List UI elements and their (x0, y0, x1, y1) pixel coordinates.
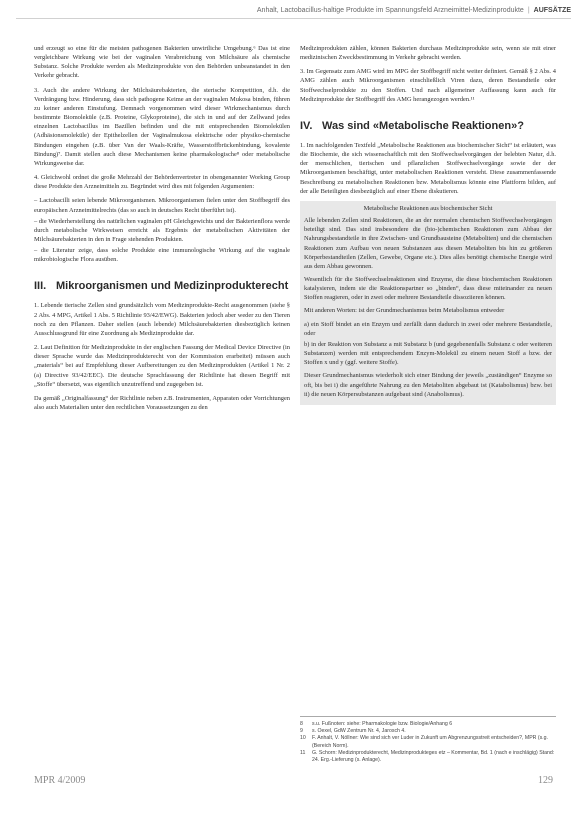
footnote-text: G. Schorn: Medizinprodukterecht, Medizinprodukteges etz – Kommentar, Bd. 1 (nach e inschlägig) Stand: 24. Erg.-Lieferung (s. Anlage). (312, 749, 555, 764)
left-paragraph-4: 4. Gleichwohl ordnet die große Mehrzahl der Behördenvertreter in obengenannter Working Group diese Produkte den Arzneimitteln zu. Begründet wird dies mit folgenden Argumenten: (34, 174, 290, 191)
info-box-item-b: b) in der Reaktion von Substanz a mit Substanz b (und gegebenenfalls Substanz c oder weiteren Substanzen) werden mit entsprechendem Enzym-Molekül zu einem neuen Stoff a bzw. der Stoffen x und y (ggf. weitere Stoffe). (304, 340, 552, 367)
info-box-paragraph-2: Wesentlich für die Stoffwechselreaktionen sind Enzyme, die diese biochemischen Reaktionen katalysieren, indem sie die Reaktionspartner so „binden“, dass diese miteinander zu neuen Stoffen reagieren, oder in zwei oder mehrere Bestandteile dissoziieren können. (304, 275, 552, 302)
section-iii-paragraph-1: 1. Lebende tierische Zellen sind grundsätzlich vom Medizinprodukte-Recht ausgenommen (siehe § 2 Abs. 4 MPG, Artikel 1 Abs. 5 Richtlinie 93/42/EWG). Bakterien jedoch aber weder zu den Tieren noch zu den Pflanzen. Daher stellen (auch lebende) Milchsäurebakterien diesbezüglich keinen Ausschlussgrund für eine Zuordnung als Medizinprodukte dar. (34, 302, 290, 337)
right-paragraph-3: 3. Im Gegensatz zum AMG wird im MPG der Stoffbegriff nicht weiter definiert. Gemäß § 2 Abs. 4 AMG zählen auch Mikroorganismen einschließlich Viren dazu, deren Bestandteile oder Stoffwechselprodukte zu den Stoffen. Und nach allgemeiner Auffassung kann auch für Medizinprodukte der Stoffbegriff des AMG herangezogen werden.¹¹ (300, 68, 556, 103)
footnote (300, 721, 556, 728)
right-paragraph-continued: Medizinprodukten zählen, können Bakterien durchaus Medizinprodukte sein, wenn sie mit einer medizinischen Zweckbestimmung in Verkehr gebracht werden. (300, 45, 556, 62)
section-heading-number: III. (34, 280, 47, 293)
argument-dash-3: – die Literatur zeige, dass solche Produkte eine immunologische Wirkung auf die vaginale mikrobiologische Flora ausüben. (34, 247, 290, 264)
footnote-number: 10 (300, 735, 306, 742)
footnote (300, 735, 556, 749)
running-title: Anhalt, Lactobacillus-haltige Produkte im Spannungsfeld Arzneimittel-Medizinprodukte (256, 6, 524, 14)
left-paragraph-continued: und erzeugt so eine für die meisten pathogenen Bakterien unwirtliche Umgebung.⁶ Das ist eine vergleichbare Wirkung wie bei der vaginalen Verabreichung von Milchsäure als chemische Substanz. Solche Produkte werden als Medizinprodukte von den Behörden unbeanstandet in den Verkehr gebracht. (34, 45, 290, 80)
section-heading-iv (300, 120, 556, 133)
section-heading-iii (34, 280, 290, 293)
section-heading-number: IV. (300, 119, 313, 132)
running-header (16, 3, 571, 17)
footnote-number: 8 (300, 721, 303, 727)
info-box-paragraph-4: Dieser Grundmechanismus wiederholt sich einer Bindung der jeweils „zuständigen“ Enzyme so oft, bis bei i) die angeführte Nahrung zu den Metaboliten abgebaut ist (Katabolismus) bzw. bei ii) die neuen Körpersubstanzen aufgebaut sind (Anabolismus). (304, 372, 552, 398)
footnote-text: s. Oexel, GdW Zentrum Nr. 4, Jarosch 4. (312, 728, 406, 735)
info-box-paragraph-1: Alle lebenden Zellen sind Reaktionen, die an der normalen chemischen Stoffwechselvorgängen beteiligt sind. Das sind insbesondere die (bio-)chemischen Reaktionen zum Abbau der Nahrungsbestandteile in ihre Zwischen- und Grundbausteine (Metaboliten) und die chemischen Reaktionen zum Aufbau von neuen Substanzen aus diesen Metaboliten bis hin zu größeren Körperbestandteilen (Zellen, Gewebe, Organe etc.). Dies alles benötigt chemische Energie wird aus dem Abbau gewonnen. (304, 217, 552, 270)
left-paragraph-3: 3. Auch die andere Wirkung der Milchsäurebakterien, die sterische Kompetition, d.h. die Verdrängung bzw. Hinderung, dass sich pathogene Keime an der vaginalen Mukosa binden, führen zu keiner anderen Einstufung. Demnach vorgenommen wird dieser Wirkmechanismus durch bestimmte Biomoleküle (z.B. Proteine, Glykoproteine), die sich in und auf der Zellwand jedes einzelnen Lactobacillus im Bazillen befinden und die mit entsprechenden Biomolekülen (Adhäsionsmoleküle) der Epithelzellen der Vaginalmukosa elektrische oder physiko-chemische Bindungen eingehen (z.B. über Van der Waals-Kräfte, Wasserstoffbrückenbindung, kovalente Bindung)⁷. Damit stellen auch diese Mechanismen keine pharmakologische⁸ oder metabolische Wirkungsweise dar. (34, 86, 290, 167)
footnote-number: 9 (300, 728, 303, 735)
footnote-text: s.u. Fußnoten: siehe: Pharmakologie bzw. Biologie/Anhang 6 (312, 721, 453, 727)
section-heading-text: Was sind «Metabolische Reaktionen»? (322, 119, 524, 132)
right-column (300, 44, 556, 412)
footnote (300, 750, 556, 764)
footnotes (300, 716, 556, 764)
header-separator: | (527, 6, 530, 14)
argument-dash-2: – die Wiederherstellung des natürlichen vaginalen pH Gleichgewichts und der Bakterienflora werde durch metabolische Wirkweisen erreicht als Ergebnis der metabolischen Aktivitäten der Milchsäurebakterien in den in Frage stehenden Produkten. (34, 217, 290, 243)
footnote-text: F. Anhalt, V. Nöllner: Wie sind sich ver Luder in Zukunft um Abgrenzungsstreit entscheiden?, MPR (s.g. (Bereich Norm). (312, 735, 548, 749)
info-box-paragraph-3: Mit anderen Worten: ist der Grundmechanismus beim Metabolismus entweder (304, 307, 505, 315)
argument-dash-1: – Lactobacilli seien lebende Mikroorganismen. Mikroorganismen fielen unter den Stoffbegriff des europäischen Arzneimittelrechts (das so auch in deutsches Recht überführt ist). (34, 197, 290, 214)
section-iii-paragraph-3: Da gemäß „Originalfassung“ der Richtlinie neben z.B. Instrumenten, Apparaten oder Vorrichtungen also auch Materialien unter den rechtlichen Voraussetzungen zu den (34, 394, 290, 411)
info-box-caption: Metabolische Reaktionen aus biochemischer Sicht (363, 204, 493, 212)
info-box-item-a: a) ein Stoff bindet an ein Enzym und zerfällt dann dadurch in zwei oder mehrere Bestandteile, oder (304, 320, 552, 337)
left-column (34, 44, 290, 417)
page-number: 129 (538, 775, 553, 786)
footnote (300, 728, 556, 735)
section-iv-paragraph-1: 1. Im nachfolgenden Textfeld „Metabolische Reaktionen aus biochemischer Sicht“ ist erläutert, was die Biochemie, die sich wissenschaftlich mit den Stoffwechselvorgängen der belebten Natur, d.h. der menschlichen, tierischen und pflanzlichen Stoffwechselvorgänge sowie der der Mikroorganismen beschäftigt, unter metabolischen Reaktionen versteht. Diese zusammenfassende Beschreibung zu metabolischen Reaktionen bzw. Metabolismus könnte eine Plattform bilden, auf der alle Beteiligten diesbezüglich auf einer Ebene diskutieren. (300, 141, 556, 195)
journal-issue: MPR 4/2009 (34, 775, 86, 786)
section-heading-text: Mikroorganismen und Medizinprodukterecht (56, 280, 289, 293)
footnote-number: 11 (300, 749, 306, 756)
section-label: AUFSÄTZE (533, 6, 571, 14)
info-box (300, 201, 556, 405)
header-rule (16, 18, 571, 19)
section-iii-paragraph-2: 2. Laut Definition für Medizinprodukte in der englischen Fassung der Medical Device Directive (in dieser Sprache wurde das Medizinprodukterecht von der Kommission erarbeitet) müssen auch „materials“ bei auf Empfehlung dieser Aufbereitungen zu den Medizinprodukten (Artikel 1 Nr. 2 (a) Directive 93/42/EEC). Die deutsche Sprachfassung der Richtlinie hat diesen Begriff mit „Stoffe“ übersetzt, was eigentlich unzutreffend und zugegeben ist. (34, 344, 290, 388)
